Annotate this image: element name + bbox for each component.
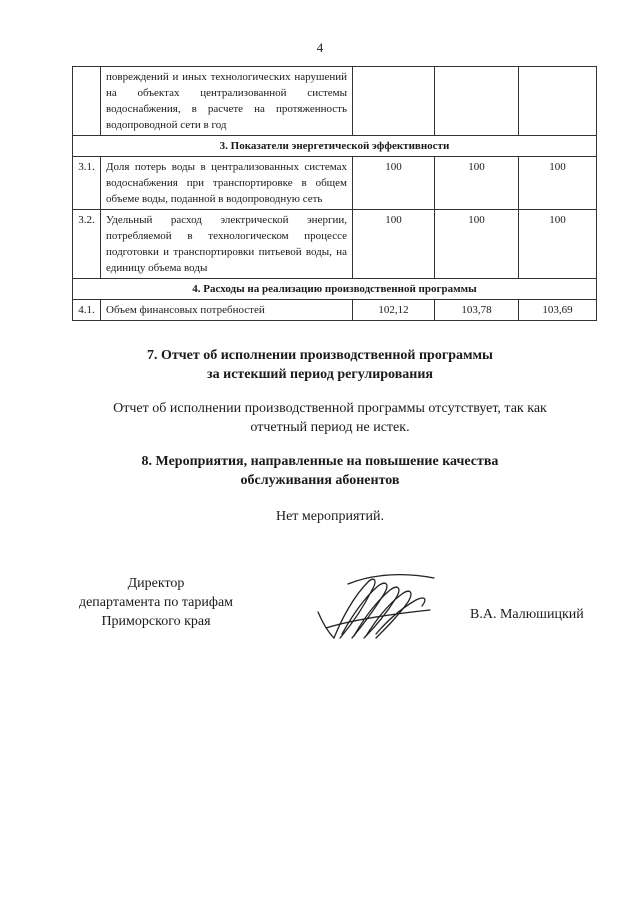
- section-8-heading-line-2: обслуживания абонентов: [240, 473, 400, 488]
- signatory-title-line-1: Директор: [127, 576, 185, 591]
- value-cell: 100: [353, 157, 435, 210]
- value-cell: 100: [519, 157, 597, 210]
- signatory-title: [56, 574, 256, 631]
- value-cell: [519, 67, 597, 136]
- row-number: 4.1.: [73, 300, 101, 321]
- value-cell: [353, 67, 435, 136]
- value-cell: 100: [435, 157, 519, 210]
- section-8-text: Нет мероприятий.: [275, 509, 385, 524]
- section-7-heading-line-2: за истекший период регулирования: [207, 367, 433, 382]
- section-7-heading-line-1: 7. Отчет об исполнении производственной программы: [146, 348, 493, 363]
- section-7-text: Отчет об исполнении производственной программы отсутствует, так как отчетный период не истек.: [113, 401, 547, 435]
- row-description: Удельный расход электрической энергии, потребляемой в технологическом процессе подготовки и транспортировки питьевой воды, на единицу объема воды: [101, 210, 353, 279]
- indicators-table: [72, 66, 597, 321]
- page-number: 4: [316, 40, 324, 55]
- row-number: [73, 67, 101, 136]
- row-number: 3.2.: [73, 210, 101, 279]
- section-7-heading: [0, 346, 640, 384]
- handwritten-signature: [312, 568, 442, 646]
- row-description: повреждений и иных технологических нарушений на объектах централизованной системы водоснабжения, в расчете на протяженность водопроводной сети в год: [101, 67, 353, 136]
- value-cell: 100: [519, 210, 597, 279]
- signatory-title-line-3: Приморского края: [101, 614, 211, 629]
- section-8-heading: [0, 452, 640, 490]
- section-header-row: [73, 279, 597, 300]
- section-title: 3. Показатели энергетической эффективности: [73, 136, 597, 157]
- value-cell: 102,12: [353, 300, 435, 321]
- value-cell: 103,69: [519, 300, 597, 321]
- section-title: 4. Расходы на реализацию производственной программы: [73, 279, 597, 300]
- table-row: [73, 67, 597, 136]
- value-cell: 100: [435, 210, 519, 279]
- table-row: [73, 210, 597, 279]
- value-cell: [435, 67, 519, 136]
- value-cell: 100: [353, 210, 435, 279]
- section-header-row: [73, 136, 597, 157]
- row-description: Доля потерь воды в централизованных системах водоснабжения при транспортировке в общем объеме воды, поданной в водопроводную сеть: [101, 157, 353, 210]
- value-cell: 103,78: [435, 300, 519, 321]
- row-number: 3.1.: [73, 157, 101, 210]
- row-description: Объем финансовых потребностей: [101, 300, 353, 321]
- signatory-title-line-2: департамента по тарифам: [78, 595, 234, 610]
- section-8-heading-line-1: 8. Мероприятия, направленные на повышение качества: [141, 454, 499, 469]
- signer-name: В.А. Малюшицкий: [470, 607, 584, 622]
- table-row: [73, 157, 597, 210]
- table-row: [73, 300, 597, 321]
